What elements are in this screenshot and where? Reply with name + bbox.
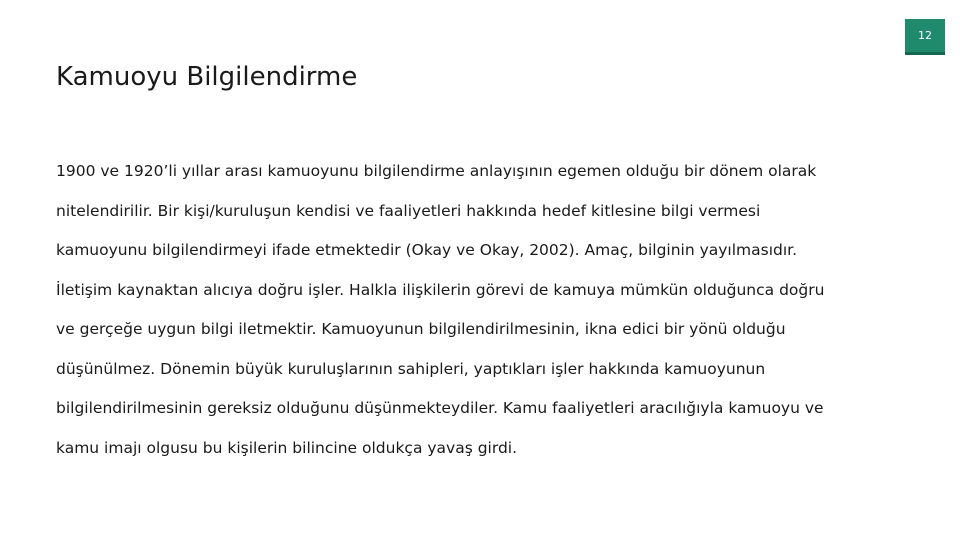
body-line: düşünülmez. Dönemin büyük kuruluşlarının sahipleri, yaptıkları işler hakkında kamuoyunun (56, 359, 766, 378)
body-line: kamu imajı olgusu bu kişilerin bilincine oldukça yavaş girdi. (56, 438, 518, 457)
body-line: ve gerçeğe uygun bilgi iletmektir. Kamuoyunun bilgilendirilmesinin, ikna edici bir yönü olduğu (56, 320, 786, 338)
slide-title: Kamuoyu Bilgilendirme (56, 62, 358, 92)
body-line: nitelendirilir. Bir kişi/kuruluşun kendisi ve faaliyetleri hakkında hedef kitlesine bilgi vermesi (56, 201, 761, 220)
body-line: kamuoyunu bilgilendirmeyi ifade etmektedir (Okay ve Okay, 2002). Amaç, bilginin yayılmasıdır. (56, 241, 798, 259)
body-paragraph (56, 152, 936, 468)
body-line: İletişim kaynaktan alıcıya doğru işler. Halkla ilişkilerin görevi de kamuya mümkün olduğunca doğru (56, 280, 825, 299)
body-line: 1900 ve 1920’li yıllar arası kamuoyunu bilgilendirme anlayışının egemen olduğu bir dönem olarak (56, 162, 817, 180)
page-number-badge: 12 (905, 19, 945, 55)
body-line: bilgilendirilmesinin gereksiz olduğunu düşünmekteydiler. Kamu faaliyetleri aracılığıyla kamuoyu ve (56, 399, 824, 417)
